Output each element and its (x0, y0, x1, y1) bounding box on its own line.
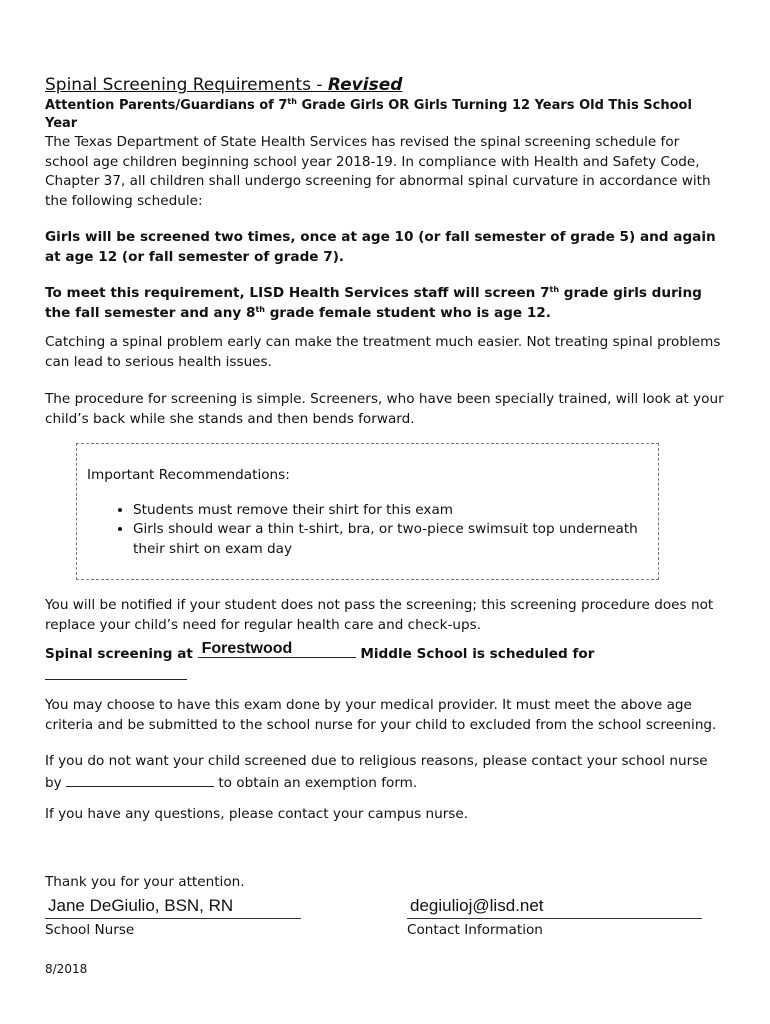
contact-field[interactable] (407, 894, 702, 919)
contact-email: degiulioj@lisd.net (410, 896, 544, 915)
recommendations-list (87, 501, 648, 560)
deadline-field[interactable] (66, 772, 214, 787)
letter-body (45, 74, 725, 892)
attention-line (45, 97, 725, 133)
signature-row (45, 894, 725, 954)
requirement-paragraph (45, 284, 725, 323)
superscript: th (255, 304, 265, 314)
title-text: Spinal Screening Requirements - (45, 75, 328, 95)
scheduled-date-field[interactable] (45, 665, 187, 680)
recommendations-box (76, 443, 659, 580)
school-value: Forestwood (201, 639, 293, 657)
catching-paragraph: Catching a spinal problem early can make the treatment much easier. Not treating spinal problems can lead to serious health issues. (45, 334, 721, 370)
page-title (45, 74, 725, 96)
superscript: th (287, 97, 297, 106)
intro-paragraph: The Texas Department of State Health Services has revised the spinal screening schedule for school age children beginning school year 2018-19. In compliance with Health and Safety Code, Chapter 37, all children shall undergo screening for abnormal spinal curvature in accordance with the following schedule: (45, 134, 711, 209)
religious-text: If you do not want your child screened due to religious reasons, please contact your school nurse by (45, 753, 708, 791)
requirement-text: To meet this requirement, LISD Health Services staff will screen 7 (45, 285, 550, 301)
requirement-text: grade female student who is age 12. (264, 304, 551, 321)
screening-suffix: Middle School is scheduled for (355, 646, 595, 662)
schedule-paragraph: Girls will be screened two times, once at age 10 (or fall semester of grade 5) and again at age 12 (or fall semester of grade 7). (45, 229, 716, 265)
screening-prefix: Spinal screening at (45, 646, 198, 662)
nurse-signature-block (45, 894, 301, 938)
contact-caption: Contact Information (407, 922, 543, 938)
provider-paragraph: You may choose to have this exam done by your medical provider. It must meet the above age criteria and be submitted to the school nurse for your child to excluded from the school screening. (45, 697, 717, 733)
nurse-name: Jane DeGiulio, BSN, RN (48, 896, 234, 915)
list-item: • Girls should wear a thin t-shirt, bra, or two-piece swimsuit top underneath their shirt on exam day (133, 520, 648, 559)
attention-text: Grade Girls OR Girls Turning 12 Years Old This School Year (45, 98, 692, 131)
recommendations-heading: Important Recommendations: (87, 467, 290, 483)
thanks-line: Thank you for your attention. (45, 873, 245, 890)
religious-paragraph (45, 752, 725, 793)
questions-paragraph: If you have any questions, please contact your campus nurse. (45, 806, 469, 822)
requirement-text: grade girls during the fall semester and any 8 (45, 285, 702, 321)
document-date: 8/2018 (45, 962, 88, 976)
title-revised: Revised (327, 75, 403, 95)
nurse-caption: School Nurse (45, 922, 135, 938)
religious-text: to obtain an exemption form. (214, 774, 418, 791)
attention-text: Attention Parents/Guardians of 7 (45, 98, 288, 113)
list-item: • Students must remove their shirt for this exam (133, 501, 648, 521)
notified-paragraph: You will be notified if your student does not pass the screening; this screening procedure does not replace your child’s need for regular health care and check-ups. (45, 597, 714, 633)
screening-line (45, 639, 725, 686)
school-field[interactable] (198, 639, 356, 658)
superscript: th (549, 285, 560, 294)
contact-block (407, 894, 702, 938)
procedure-paragraph: The procedure for screening is simple. Screeners, who have been specially trained, will look at your child’s back while she stands and then bends forward. (45, 391, 724, 427)
nurse-name-field[interactable] (45, 894, 301, 919)
